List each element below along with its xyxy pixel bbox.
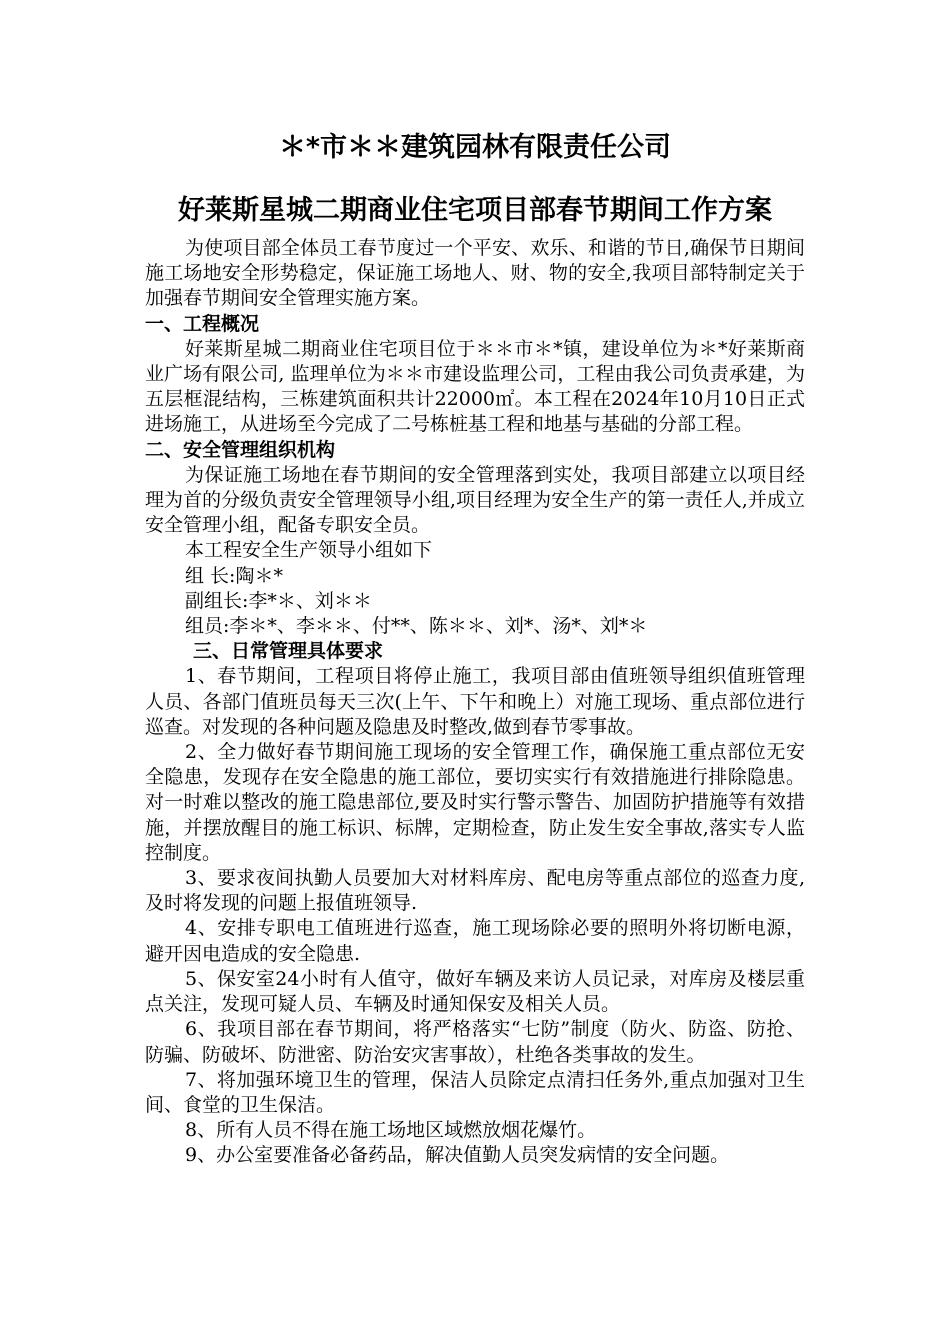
group-leader: 组 长:陶＊* (185, 564, 283, 587)
requirement-item: 8、所有人员不得在施工场地区域燃放烟花爆竹。 (185, 1119, 597, 1142)
plan-title: 好莱斯星城二期商业住宅项目部春节期间工作方案 (178, 195, 772, 226)
requirement-item: 4、安排专职电工值班进行巡查，施工现场除必要的照明外将切断电源，避开因电造成的安全隐患. (145, 917, 805, 965)
requirement-item: 2、全力做好春节期间施工现场的安全管理工作，确保施工重点部位无安全隐患，发现存在安全隐患的施工部位，要切实实行有效措施进行排除隐患。对一时难以整改的施工隐患部位,要及时实行警示警告、加固防护措施等有效措施，并摆放醒目的施工标识、标牌，定期检查，防止发生安全事故,落实专人监控制度。 (145, 741, 805, 864)
intro-paragraph: 为使项目部全体员工春节度过一个平安、欢乐、和谐的节日,确保节日期间施工场地安全形势稳定，保证施工场地人、财、物的安全,我项目部特制定关于加强春节期间安全管理实施方案。 (145, 237, 805, 310)
requirement-item: 5、保安室24小时有人值守，做好车辆及来访人员记录，对库房及楼层重点关注，发现可疑人员、车辆及时通知保安及相关人员。 (145, 967, 805, 1016)
company-title: ＊*市＊＊建筑园林有限责任公司 (278, 132, 672, 163)
requirement-item: 1、春节期间，工程项目将停止施工，我项目部由值班领导组织值班管理人员、各部门值班员每天三次(上午、下午和晚上）对施工现场、重点部位进行巡查。对发现的各种问题及隐患及时整改,做到春节零事故。 (145, 665, 805, 738)
section-heading-organization: 二、安全管理组织机构 (145, 438, 336, 461)
group-intro: 本工程安全生产领导小组如下 (185, 539, 433, 562)
group-deputy: 副组长:李*＊、刘＊＊ (185, 589, 372, 612)
requirement-item: 9、办公室要准备必备药品，解决值勤人员突发病情的安全问题。 (185, 1144, 730, 1167)
section-heading-requirements: 三、日常管理具体要求 (193, 640, 384, 663)
section-heading-overview: 一、工程概况 (145, 312, 260, 335)
requirement-item: 7、将加强环境卫生的管理，保洁人员除定点清扫任务外,重点加强对卫生间、食堂的卫生保洁。 (145, 1068, 805, 1116)
overview-paragraph: 好莱斯星城二期商业住宅项目位于＊＊市＊*镇，建设单位为＊*好莱斯商业广场有限公司, 监理单位为＊＊市建设监理公司，工程由我公司负责承建，为五层框混结构，三栋建筑面积共计22000㎡。本工程在2024年10月10日正式进场施工，从进场至今完成了二号栋桩基工程和地基与基础的分部工程。 (145, 337, 805, 436)
document-page (145, 128, 805, 1169)
requirement-item: 3、要求夜间执勤人员要加大对材料库房、配电房等重点部位的巡查力度,及时将发现的问题上报值班领导. (145, 867, 805, 915)
requirement-item: 6、我项目部在春节期间，将严格落实“七防”制度（防火、防盗、防抢、防骗、防破坏、防泄密、防治安灾害事故），杜绝各类事故的发生。 (145, 1018, 805, 1066)
organization-paragraph: 为保证施工场地在春节期间的安全管理落到实处，我项目部建立以项目经理为首的分级负责安全管理领导小组,项目经理为安全生产的第一责任人,并成立安全管理小组，配备专职安全员。 (145, 463, 805, 537)
group-members: 组员:李＊*、李＊＊、付**、陈＊＊、刘*、汤*、刘*＊ (185, 615, 648, 638)
